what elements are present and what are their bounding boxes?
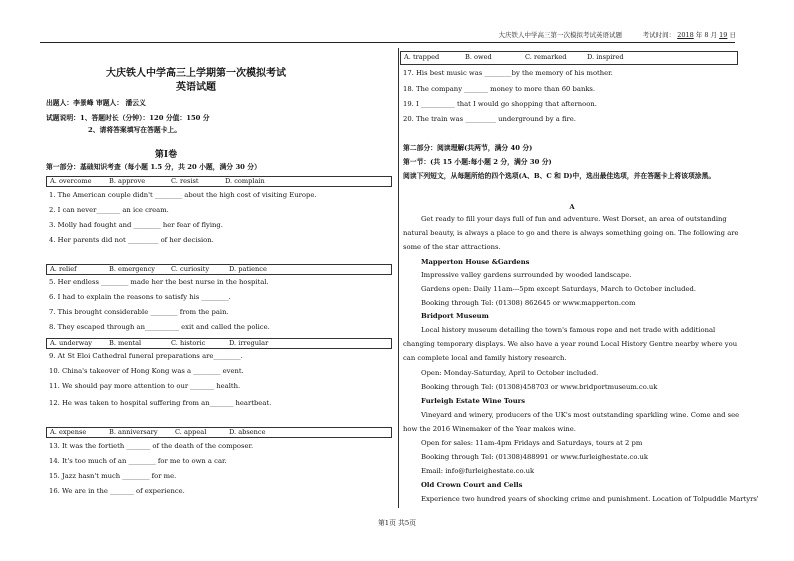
page-header [498,30,736,39]
option-b: B. mental [109,339,142,347]
option-b: B. approve [109,177,146,185]
header-school-title: 大庆铁人中学高三第一次模拟考试英语试题 [498,31,622,39]
options-box-3 [46,338,392,349]
attraction-3-line-3: Booking through Tel: (01308)488991 or www.furleighestate.co.uk [421,453,648,461]
exam-title: 大庆铁人中学高三上学期第一次模拟考试 [106,68,286,79]
question-8: 8. They escaped through an__________ exit and called the police. [49,323,270,331]
option-c: C. remarked [525,53,567,61]
attraction-2-line-2: Open: Monday-Saturday, April to October included. [421,369,599,377]
question-7: 7. This brought considerable ________ from the pain. [49,308,229,316]
header-rule [40,42,735,43]
section-two-sub-heading: 第一节：(共 15 小题:每小题 2 分，满分 30 分) [403,158,552,166]
option-d: D. patience [229,265,267,273]
attraction-2-line-1: Local history museum detailing the town's famous rope and net trade with additional changing temporary displays. We also have a year round Local History Gentre nearby where you can complete local and family history research. [403,326,738,362]
option-d: D. complain [225,177,265,185]
passage-intro: Get ready to fill your days full of fun and adventure. West Dorset, an area of outstanding natural beauty, is always a place to go and there is always something going on. The following are some of the star attractions. [403,215,739,251]
question-16: 16. We are in the _______ of experience. [49,487,185,495]
option-c: C. appeal [175,428,207,436]
attraction-3-line-2: Open for sales: 11am-4pm Fridays and Saturdays, tours at 2 pm [421,439,643,447]
question-18: 18. The company _______ money to more than 60 banks. [403,85,596,93]
header-time-end: 日 [727,31,736,39]
section-one-heading: 第一部分：基础知识考查（每小题 1.5 分，共 20 小题，满分 30 分） [46,163,261,171]
attraction-1-line-2: Gardens open: Daily 11am---5pm except Saturdays, March to October included. [421,285,697,293]
option-c: C. curiosity [171,265,210,273]
attraction-2-title: Bridport Museum [421,312,489,320]
option-d: D. inspired [587,53,624,61]
question-20: 20. The train was _________ underground by a fire. [403,115,576,123]
header-time-label: 考试时间： [642,31,676,39]
options-box-2 [46,264,392,275]
question-9: 9. At St Eloi Cathedral funeral preparations are________. [49,352,243,360]
question-2: 2. I can never_______ an ice cream. [49,206,169,214]
option-b: B. emergency [109,265,156,273]
question-5: 5. Her endless ________ made her the best nurse in the hospital. [49,278,269,286]
exam-notes-1: 试题说明：1、答题时长（分钟）：120 分值：150 分 [46,114,210,122]
header-time-mid: 年 8 月 [693,31,720,39]
attraction-2-line-3: Booking through Tel: (01308)458703 or www.bridportmuseum.co.uk [421,383,658,391]
page-footer: 第1页 共5页 [378,519,416,527]
attraction-4-title: Old Crown Court and Cells [421,481,523,489]
attraction-3-title: Furleigh Estate Wine Tours [421,397,526,405]
option-c: C. historic [171,339,206,347]
option-a: A. trapped [404,53,440,61]
question-19: 19. I __________ that I would go shopping that afternoon. [403,100,597,108]
option-d: D. absence [229,428,266,436]
header-time-day: 19 [719,31,728,39]
option-c: C. resist [171,177,199,185]
passage-label: A [569,203,575,211]
column-divider [398,48,399,508]
question-1: 1. The American couple didn't ________ about the high cost of visiting Europe. [49,191,317,199]
question-17: 17. His best music was ________by the memory of his mother. [403,69,613,77]
option-a: A. expense [50,428,87,436]
attraction-1-line-1: Impressive valley gardens surrounded by wooded landscape. [421,271,632,279]
attraction-3-line-4: Email: info@furleighestate.co.uk [421,467,535,475]
options-box-1 [46,176,392,187]
question-15: 15. Jazz hasn't much ________ for me. [49,472,177,480]
exam-notes-2: 2、请将答案填写在答题卡上。 [88,126,182,134]
attraction-3-line-1: Vineyard and winery, producers of the UK's most outstanding sparkling wine. Come and see how the 2016 Winemaker of the Year makes wine. [403,411,740,433]
option-a: A. underway [50,339,93,347]
option-d: D. irregular [229,339,269,347]
question-13: 13. It was the fortieth _______ of the death of the composer. [49,442,254,450]
question-6: 6. I had to explain the reasons to satisfy his ________. [49,293,231,301]
question-12: 12. He was taken to hospital suffering from an_______ heartbeat. [49,399,272,407]
attraction-1-line-3: Booking through Tel: (01308) 862645 or www.mapperton.com [421,299,636,307]
option-a: A. overcome [50,177,92,185]
part-one-heading: 第Ⅰ卷 [154,150,178,160]
section-two-instructions: 阅读下列短文，从每题所给的四个选项(A、B、C 和 D)中，选出最佳选项，并在答题卡上将该项涂黑。 [403,172,716,180]
option-b: B. owed [465,53,492,61]
attraction-1-title: Mapperton House &Gardens [421,258,530,266]
question-3: 3. Molly had fought and ________ her fear of flying. [49,221,223,229]
question-14: 14. It's too much of an ________ for me to own a car. [49,457,227,465]
option-b: B. anniversary [109,428,158,436]
options-box-4 [46,427,392,438]
exam-subtitle: 英语试题 [176,82,216,93]
options-box-5 [400,51,738,65]
question-4: 4. Her parents did not _________ of her decision. [49,236,214,244]
question-10: 10. China's takeover of Hong Kong was a ________ event. [49,367,244,375]
option-a: A. relief [50,265,77,273]
section-two-heading: 第二部分：阅读理解(共两节，满分 40 分) [403,144,533,152]
header-time-year: 2018 [677,31,694,39]
exam-authors: 出题人：李景峰 审题人： 潘云义 [46,99,146,107]
attraction-4-line-1: Experience two hundred years of shocking crime and punishment. Location of Tolpuddle Martyrs' [421,495,759,503]
question-11: 11. We should pay more attention to our _______ health. [49,382,241,390]
